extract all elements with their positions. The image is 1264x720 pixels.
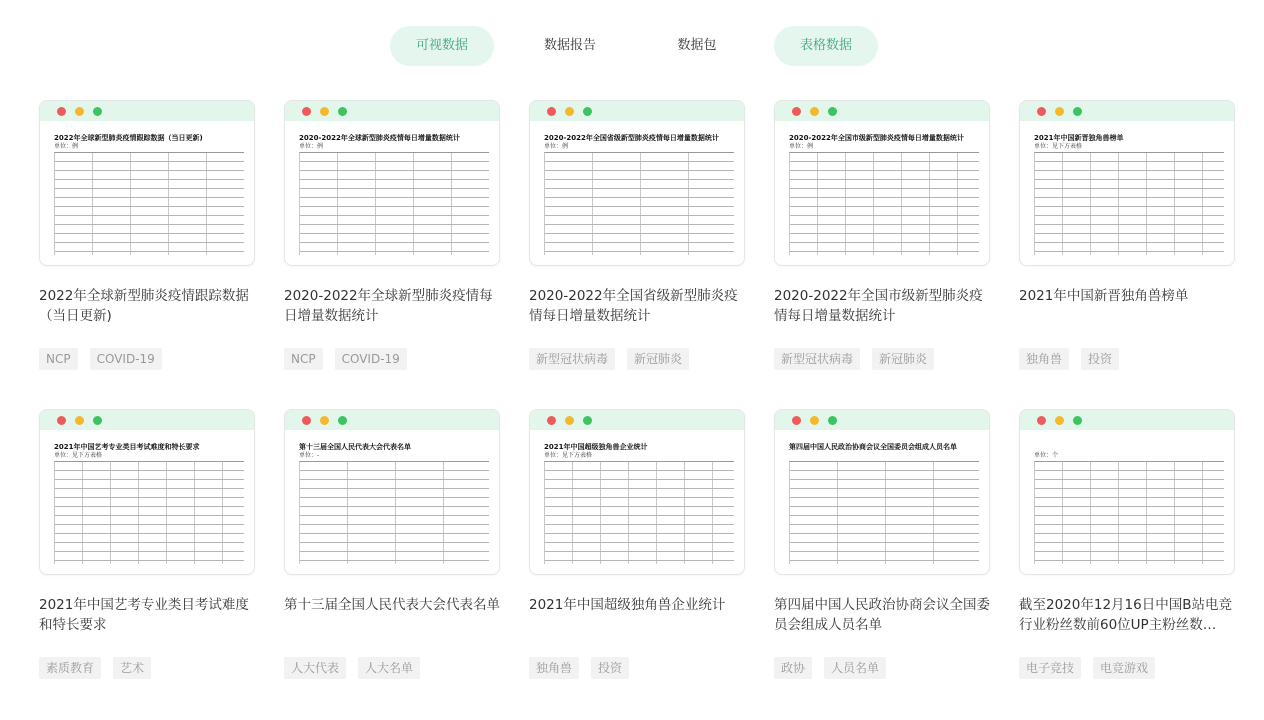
card-title[interactable]: 2020-2022年全国省级新型肺炎疫情每日增量数据统计 — [529, 288, 738, 324]
sheet-title: 2020-2022年全球新型肺炎疫情每日增量数据统计 — [299, 134, 460, 142]
sheet-grid — [1034, 152, 1224, 255]
card-tags — [774, 348, 946, 372]
tag[interactable]: 政协 — [774, 657, 812, 679]
sheet-unit: 单位：例 — [789, 143, 814, 150]
sheet-grid — [789, 461, 979, 564]
sheet-title: 2021年中国超级独角兽企业统计 — [544, 443, 648, 451]
tag[interactable]: 投资 — [591, 657, 629, 679]
card-tags — [284, 657, 432, 681]
card-thumbnail[interactable] — [39, 409, 255, 575]
window-bar — [40, 101, 254, 121]
sheet-title: 2020-2022年全国省级新型肺炎疫情每日增量数据统计 — [544, 134, 719, 142]
green-dot-icon — [1073, 107, 1082, 116]
spreadsheet-preview — [299, 133, 489, 255]
spreadsheet-preview — [789, 133, 979, 255]
card-title[interactable]: 2021年中国超级独角兽企业统计 — [529, 597, 726, 613]
card-tags — [284, 348, 419, 372]
yellow-dot-icon — [810, 416, 819, 425]
tag[interactable]: 新型冠状病毒 — [529, 348, 615, 370]
sheet-title: 第四届中国人民政治协商会议全国委员会组成人员名单 — [789, 443, 957, 451]
green-dot-icon — [583, 416, 592, 425]
yellow-dot-icon — [75, 416, 84, 425]
card-title[interactable]: 2020-2022年全国市级新型肺炎疫情每日增量数据统计 — [774, 288, 983, 324]
tab-visual-data[interactable]: 可视数据 — [390, 26, 494, 66]
sheet-title: 2021年中国艺考专业类目考试难度和特长要求 — [54, 443, 200, 451]
sheet-grid — [299, 152, 489, 255]
window-bar — [285, 410, 499, 430]
red-dot-icon — [57, 416, 66, 425]
tag[interactable]: 新冠肺炎 — [872, 348, 934, 370]
red-dot-icon — [792, 416, 801, 425]
sheet-title: 第十三届全国人民代表大会代表名单 — [299, 443, 411, 451]
sheet-unit: 单位：例 — [544, 143, 569, 150]
yellow-dot-icon — [810, 107, 819, 116]
sheet-grid — [544, 461, 734, 564]
card-tags — [1019, 348, 1131, 372]
tag[interactable]: 艺术 — [113, 657, 151, 679]
yellow-dot-icon — [320, 416, 329, 425]
spreadsheet-preview — [299, 442, 489, 564]
tag[interactable]: 电竞游戏 — [1093, 657, 1155, 679]
yellow-dot-icon — [565, 416, 574, 425]
sheet-grid — [1034, 461, 1224, 564]
card-thumbnail[interactable] — [774, 409, 990, 575]
card-tags — [529, 657, 641, 681]
tab-data-report[interactable]: 数据报告 — [543, 38, 596, 53]
card-thumbnail[interactable] — [1019, 409, 1235, 575]
window-bar — [530, 410, 744, 430]
red-dot-icon — [1037, 107, 1046, 116]
window-bar — [1020, 101, 1234, 121]
card-tags — [1019, 657, 1167, 681]
tag[interactable]: COVID-19 — [90, 348, 162, 370]
sheet-unit — [789, 452, 979, 460]
red-dot-icon — [547, 107, 556, 116]
green-dot-icon — [93, 107, 102, 116]
tag[interactable]: 新型冠状病毒 — [774, 348, 860, 370]
sheet-unit: 单位：例 — [54, 143, 79, 150]
sheet-grid — [54, 461, 244, 564]
tag[interactable]: 投资 — [1081, 348, 1119, 370]
card-title[interactable]: 2021年中国艺考专业类目考试难度和特长要求 — [39, 597, 249, 633]
yellow-dot-icon — [565, 107, 574, 116]
red-dot-icon — [1037, 416, 1046, 425]
sheet-title: 2021年中国新晋独角兽榜单 — [1034, 134, 1124, 142]
card-title[interactable]: 第十三届全国人民代表大会代表名单 — [284, 597, 500, 613]
sheet-grid — [299, 461, 489, 564]
card-title[interactable]: 2020-2022年全球新型肺炎疫情每日增量数据统计 — [284, 288, 493, 324]
window-bar — [775, 101, 989, 121]
card-thumbnail[interactable] — [284, 100, 500, 266]
sheet-unit: 单位：- — [299, 452, 320, 459]
card-tags — [774, 657, 898, 681]
card-thumbnail[interactable] — [529, 100, 745, 266]
sheet-unit: 单位：见下方表格 — [1034, 143, 1083, 150]
card-title[interactable]: 截至2020年12月16日中国B站电竞行业粉丝数前60位UP主粉丝数… — [1019, 597, 1232, 633]
sheet-grid — [789, 152, 979, 255]
tag[interactable]: 素质教育 — [39, 657, 101, 679]
red-dot-icon — [57, 107, 66, 116]
red-dot-icon — [792, 107, 801, 116]
tag[interactable]: 新冠肺炎 — [627, 348, 689, 370]
card-thumbnail[interactable] — [284, 409, 500, 575]
green-dot-icon — [828, 416, 837, 425]
tag[interactable]: 人大名单 — [358, 657, 420, 679]
card-tags — [529, 348, 701, 372]
category-tabs — [0, 26, 1264, 66]
window-bar — [285, 101, 499, 121]
tag[interactable]: 人大代表 — [284, 657, 346, 679]
green-dot-icon — [1073, 416, 1082, 425]
spreadsheet-preview — [544, 442, 734, 564]
sheet-unit: 单位：见下方表格 — [544, 452, 593, 459]
red-dot-icon — [302, 107, 311, 116]
tag[interactable]: COVID-19 — [335, 348, 407, 370]
tag[interactable]: 独角兽 — [1019, 348, 1069, 370]
yellow-dot-icon — [1055, 416, 1064, 425]
sheet-title: 2022年全球新型肺炎疫情跟踪数据（当日更新) — [54, 134, 203, 142]
tag[interactable]: NCP — [39, 348, 78, 370]
sheet-unit: 单位：见下方表格 — [54, 452, 103, 459]
card-title[interactable]: 第四届中国人民政治协商会议全国委员会组成人员名单 — [774, 597, 990, 633]
green-dot-icon — [338, 107, 347, 116]
card-thumbnail[interactable] — [1019, 100, 1235, 266]
red-dot-icon — [547, 416, 556, 425]
sheet-grid — [544, 152, 734, 255]
card-thumbnail[interactable] — [774, 100, 990, 266]
spreadsheet-preview — [54, 133, 244, 255]
sheet-title: 2020-2022年全国市级新型肺炎疫情每日增量数据统计 — [789, 134, 964, 142]
yellow-dot-icon — [1055, 107, 1064, 116]
green-dot-icon — [93, 416, 102, 425]
tag[interactable]: NCP — [284, 348, 323, 370]
card-thumbnail[interactable] — [39, 100, 255, 266]
tag[interactable]: 电子竞技 — [1019, 657, 1081, 679]
window-bar — [775, 410, 989, 430]
card-tags — [39, 657, 163, 681]
spreadsheet-preview — [1034, 442, 1224, 564]
tag[interactable]: 独角兽 — [529, 657, 579, 679]
window-bar — [530, 101, 744, 121]
card-tags — [39, 348, 174, 372]
spreadsheet-preview — [544, 133, 734, 255]
yellow-dot-icon — [320, 107, 329, 116]
spreadsheet-preview — [54, 442, 244, 564]
card-title[interactable]: 2022年全球新型肺炎疫情跟踪数据（当日更新) — [39, 288, 249, 324]
red-dot-icon — [302, 416, 311, 425]
window-bar — [1020, 410, 1234, 430]
spreadsheet-preview — [1034, 133, 1224, 255]
sheet-unit: 单位：例 — [299, 143, 324, 150]
card-thumbnail[interactable] — [529, 409, 745, 575]
sheet-unit: 单位：个 — [1034, 452, 1059, 459]
sheet-grid — [54, 152, 244, 255]
green-dot-icon — [583, 107, 592, 116]
green-dot-icon — [828, 107, 837, 116]
tag[interactable]: 人员名单 — [824, 657, 886, 679]
spreadsheet-preview — [789, 442, 979, 564]
card-title[interactable]: 2021年中国新晋独角兽榜单 — [1019, 288, 1189, 304]
tab-table-data[interactable]: 表格数据 — [774, 26, 878, 66]
yellow-dot-icon — [75, 107, 84, 116]
sheet-title — [1034, 442, 1224, 452]
green-dot-icon — [338, 416, 347, 425]
tab-data-package[interactable]: 数据包 — [677, 38, 717, 53]
window-bar — [40, 410, 254, 430]
